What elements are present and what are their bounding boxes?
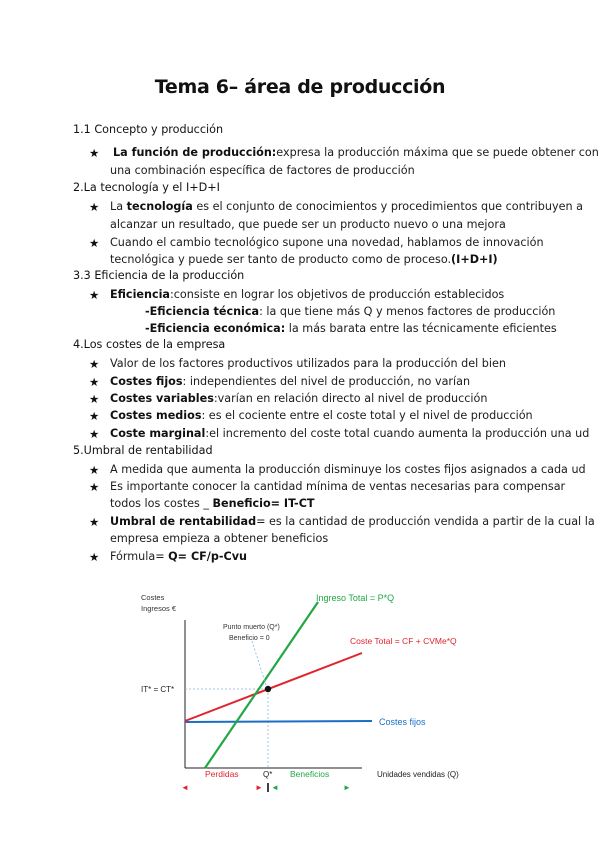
total-cost-line — [185, 653, 362, 721]
term: (I+D+I) — [451, 253, 498, 266]
total-revenue-label: Ingreso Total = P*Q — [316, 593, 395, 603]
right-arrow-icon: ► — [343, 783, 351, 792]
definition: :varían en relación directo al nivel de producción — [213, 392, 488, 405]
star-bullet-icon: ★ — [89, 550, 100, 564]
text: tecnológica y puede ser tanto de producto como de proceso. — [110, 253, 452, 266]
right-arrow-icon: ◄ — [271, 783, 279, 792]
definition: :consiste en lograr los objetivos de producción establecidos — [169, 288, 505, 301]
y-axis-label: Costes — [141, 593, 165, 602]
page-title: Tema 6– área de producción — [154, 76, 446, 98]
prefix: Fórmula= — [110, 550, 169, 563]
term: Eficiencia — [110, 288, 170, 301]
total-cost-label: Coste Total = CF + CVMe*Q — [350, 636, 457, 646]
section-heading-2: 2.La tecnología y el I+D+I — [73, 181, 220, 194]
term: Costes medios — [110, 409, 202, 422]
term: -Eficiencia técnica — [145, 305, 260, 318]
bullet-continuation: empresa empieza a obtener beneficios — [110, 532, 329, 545]
bullet-cost-value: Valor de los factores productivos utilizados para la producción del bien — [110, 357, 506, 370]
bullet-continuation: alcanzar un resultado, que puede ser un producto nuevo o una mejora — [110, 218, 506, 231]
definition: = es la cantidad de producción vendida a partir de la cual la — [256, 515, 595, 528]
x-axis-label: Unidades vendidas (Q) — [377, 770, 459, 779]
breakeven-point — [265, 686, 271, 692]
star-bullet-icon: ★ — [89, 515, 100, 529]
term: Umbral de rentabilidad — [110, 515, 257, 528]
losses-label: Perdidas — [205, 769, 239, 779]
definition: :el incremento del coste total cuando aumenta la producción una ud — [205, 427, 590, 440]
section-heading-5: 5.Umbral de rentabilidad — [73, 444, 213, 457]
term: tecnología — [126, 200, 193, 213]
left-arrow-icon: ◄ — [181, 783, 189, 792]
prefix: La — [110, 200, 127, 213]
bullet-fixed-costs-decrease: A medida que aumenta la producción disminuye los costes fijos asignados a cada ud — [110, 463, 586, 476]
star-bullet-icon: ★ — [89, 375, 100, 389]
term: La función de producción: — [113, 146, 277, 159]
breakeven-label: Beneficio = 0 — [229, 635, 270, 642]
section-heading-1: 1.1 Concepto y producción — [73, 123, 224, 136]
definition: la más barata entre las técnicamente eficientes — [285, 322, 557, 335]
section-heading-4: 4.Los costes de la empresa — [73, 338, 226, 351]
star-bullet-icon: ★ — [89, 463, 100, 477]
breakeven-pointer — [252, 641, 266, 685]
bullet-continuation: una combinación específica de factores de producción — [110, 164, 415, 177]
star-bullet-icon: ★ — [89, 409, 100, 423]
star-bullet-icon: ★ — [89, 480, 100, 494]
it-ct-label: IT* = CT* — [141, 685, 175, 694]
term: -Eficiencia económica: — [145, 322, 286, 335]
bullet-minimum-sales: Es importante conocer la cantidad mínima de ventas necesarias para compensar — [110, 480, 566, 493]
section-heading-3: 3.3 Eficiencia de la producción — [73, 269, 245, 282]
term: Beneficio= IT-CT — [212, 497, 315, 510]
term: Costes fijos — [110, 375, 183, 388]
definition: expresa la producción máxima que se puede obtener con — [276, 146, 599, 159]
term: Costes variables — [110, 392, 214, 405]
bullet-innovation: Cuando el cambio tecnológico supone una novedad, hablamos de innovación — [110, 236, 544, 249]
star-bullet-icon: ★ — [89, 236, 100, 250]
text: todos los costes _ — [110, 497, 213, 510]
star-bullet-icon: ★ — [89, 392, 100, 406]
profits-label: Beneficios — [290, 769, 330, 779]
breakeven-label: Punto muerto (Q*) — [223, 624, 280, 631]
formula: Q= CF/p-Cvu — [168, 550, 248, 563]
y-axis-label: Ingresos € — [141, 604, 177, 613]
left-arrow-icon: ► — [255, 783, 263, 792]
definition: : es el cociente entre el coste total y el nivel de producción — [201, 409, 533, 422]
fixed-costs-label: Costes fijos — [379, 717, 426, 727]
q-star-label: Q* — [263, 770, 273, 779]
definition: : independientes del nivel de producción, no varían — [182, 375, 471, 388]
star-bullet-icon: ★ — [89, 288, 100, 302]
star-bullet-icon: ★ — [89, 146, 100, 160]
star-bullet-icon: ★ — [89, 200, 100, 214]
star-bullet-icon: ★ — [89, 357, 100, 371]
star-bullet-icon: ★ — [89, 427, 100, 441]
definition: : la que tiene más Q y menos factores de producción — [259, 305, 556, 318]
term: Coste marginal — [110, 427, 206, 440]
definition: es el conjunto de conocimientos y procedimientos que contribuyen a — [192, 200, 583, 213]
fixed-costs-line — [185, 721, 372, 722]
